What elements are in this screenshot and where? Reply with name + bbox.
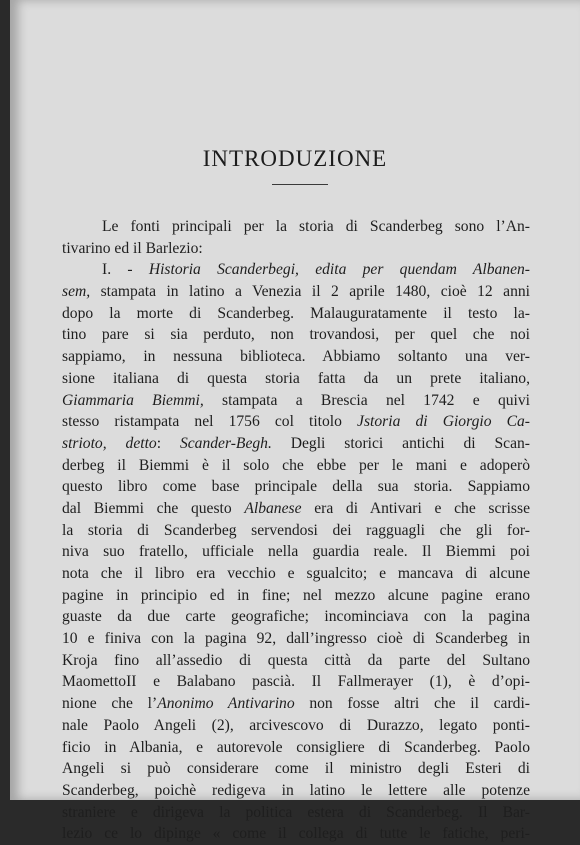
text-run: tino pare si sia perduto, non trovandosi, per quel che noi: [62, 326, 530, 344]
text-line: [62, 303, 530, 325]
text-run: straniere e dirigeva la politica estera di Scanderbeg. Il Bar-: [62, 803, 530, 821]
text-run: Angeli si può considerare come il ministro degli Esteri di: [62, 760, 530, 778]
text-line: [62, 671, 530, 693]
title-rule: [272, 184, 328, 185]
italic-text: Scander-Begh.: [179, 434, 272, 452]
text-line: [62, 737, 530, 759]
text-run: la storia di Scanderbeg servendosi dei ragguagli che gli for-: [62, 521, 530, 539]
italic-text: Albanese: [244, 499, 302, 517]
text-line: [62, 346, 530, 368]
italic-text: strioto, detto: [62, 434, 157, 452]
text-line: [62, 802, 530, 824]
text-run: Kroja fino all’assedio di questa città da parte del Sultano: [62, 651, 530, 669]
text-run: ficio in Albania, e autorevole consigliere di Scanderbeg. Paolo: [62, 738, 530, 756]
text-line: [62, 433, 530, 455]
text-line: [62, 715, 530, 737]
text-line: [62, 476, 530, 498]
italic-text: Giammaria Biemmi,: [62, 391, 204, 409]
text-line: [62, 758, 530, 780]
italic-text: Historia Scanderbegi, edita per quendam Albanen-: [148, 261, 530, 279]
text-run: stampata in latino a Venezia il 2 aprile 1480, cioè 12 anni: [90, 283, 530, 301]
text-line: [62, 324, 530, 346]
text-line: [62, 520, 530, 542]
text-run: non fosse altri che il cardi-: [294, 695, 530, 713]
italic-text: sem,: [62, 283, 91, 301]
text-line: [62, 368, 530, 390]
text-line: [62, 563, 530, 585]
text-line: [62, 606, 530, 628]
text-line: [62, 628, 530, 650]
italic-text: Jstoria di Giorgio Ca-: [357, 413, 530, 431]
text-run: sione italiana di questa storia fatta da un prete italiano,: [62, 369, 530, 387]
text-line: [62, 823, 530, 845]
text-line: [62, 238, 530, 260]
text-line: [62, 411, 530, 433]
text-line: [62, 455, 530, 477]
body-text: [62, 216, 530, 845]
text-run: nale Paolo Angeli (2), arcivescovo di Durazzo, legato ponti-: [62, 716, 530, 734]
text-run: :: [156, 434, 180, 452]
text-line: [62, 216, 530, 238]
text-run: Scanderbeg, poichè redigeva in latino le lettere alle potenze: [62, 781, 530, 799]
text-line: [62, 650, 530, 672]
text-run: lezio ce lo dipinge « come il collega di tutte le fatiche, peri-: [62, 825, 530, 843]
text-run: MaomettoII e Balabano pascià. Il Fallmerayer (1), è d’opi-: [62, 673, 530, 691]
text-line: [62, 390, 530, 412]
text-run: questo libro come base principale della sua storia. Sappiamo: [62, 478, 530, 496]
text-run: sappiamo, in nessuna biblioteca. Abbiamo soltanto una ver-: [62, 348, 530, 366]
text-line: [62, 585, 530, 607]
text-run: 10 e finiva con la pagina 92, dall’ingresso cioè di Scanderbeg in: [62, 630, 530, 648]
text-run: nota che il libro era vecchio e sgualcito; e mancava di alcune: [62, 565, 530, 582]
text-run: derbeg il Biemmi è il solo che ebbe per le mani e adoperò: [62, 456, 530, 474]
text-run: niva suo fratello, ufficiale nella guardia reale. Il Biemmi poi: [62, 543, 530, 561]
text-line: [62, 259, 530, 281]
text-run: Le fonti principali per la storia di Scanderbeg sono l’An-: [102, 218, 530, 235]
text-run: Degli storici antichi di Scan-: [271, 434, 530, 452]
text-line: [62, 541, 530, 563]
text-line: [62, 281, 530, 303]
chapter-title: INTRODUZIONE: [202, 146, 388, 171]
text-run: pagine in principio ed in fine; nel mezzo alcune pagine erano: [62, 586, 530, 604]
italic-text: Anonimo Antivarino: [157, 695, 295, 713]
text-run: guaste da due carte geografiche; incominciava con la pagina: [62, 608, 530, 626]
text-line: [62, 780, 530, 802]
text-run: tivarino ed il Barlezio:: [62, 239, 203, 257]
text-run: stampata a Brescia nel 1742 e quivi: [203, 391, 531, 409]
text-line: [62, 498, 530, 520]
book-page: [10, 0, 580, 843]
text-run: dal Biemmi che questo: [62, 499, 245, 517]
text-run: dopo la morte di Scanderbeg. Malauguratamente il testo la-: [62, 304, 530, 322]
text-run: era di Antivari e che scrisse: [301, 499, 530, 517]
text-line: [62, 693, 530, 715]
text-run: stesso ristampata nel 1756 col titolo: [62, 413, 358, 431]
text-run: nione che l’: [62, 695, 158, 713]
text-run: I. -: [102, 261, 149, 279]
